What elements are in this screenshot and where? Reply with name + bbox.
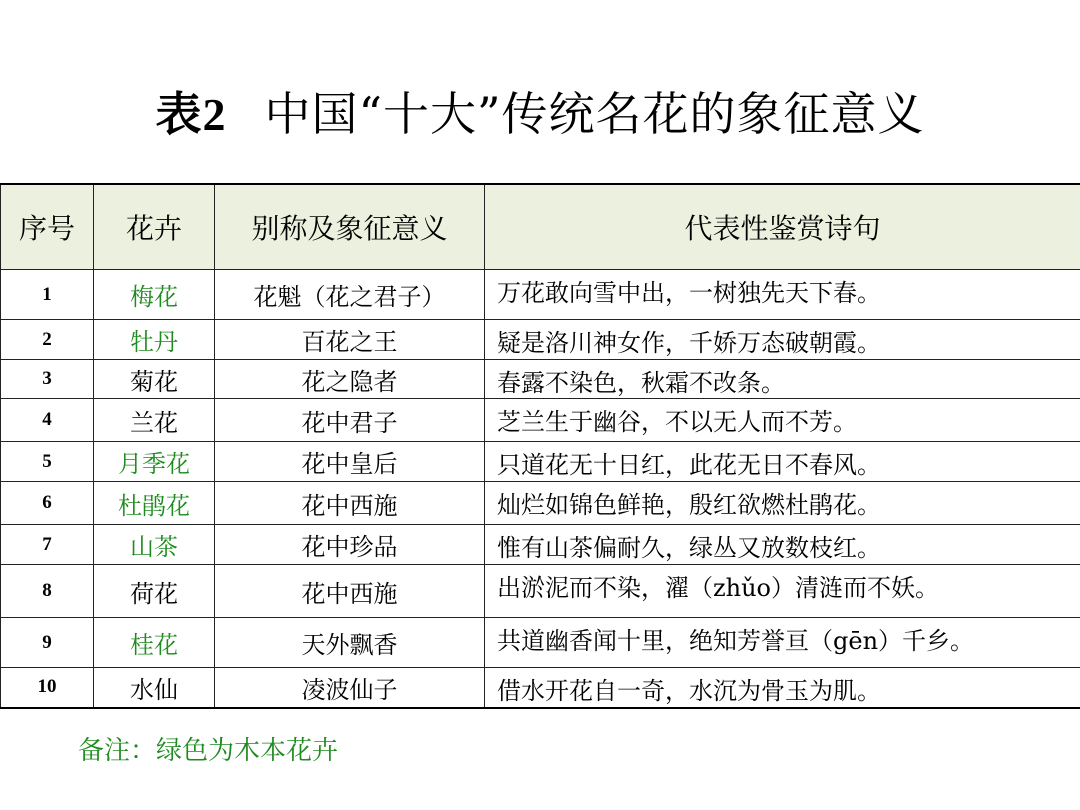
flower-poem: 出淤泥而不染，濯（zhǔo）清涟而不妖。 xyxy=(485,565,1080,618)
header-index: 序号 xyxy=(1,184,94,270)
row-index: 8 xyxy=(1,565,94,618)
row-index: 10 xyxy=(1,668,94,708)
table-row xyxy=(1,618,1080,668)
flower-poem: 惟有山茶偏耐久，绿丛又放数枝红。 xyxy=(485,525,1080,565)
flower-name: 水仙 xyxy=(94,668,215,708)
table-header-row xyxy=(1,184,1080,270)
table-row xyxy=(1,399,1080,442)
flower-poem: 只道花无十日红，此花无日不春风。 xyxy=(485,442,1080,482)
flower-name: 山茶 xyxy=(94,525,215,565)
flower-name: 荷花 xyxy=(94,565,215,618)
flower-poem: 共道幽香闻十里，绝知芳誉亘（gēn）千乡。 xyxy=(485,618,1080,668)
table-number: 表2 xyxy=(155,89,227,140)
flower-meaning: 花之隐者 xyxy=(215,360,485,399)
flower-name: 兰花 xyxy=(94,399,215,442)
flower-meaning: 花中君子 xyxy=(215,399,485,442)
flower-meaning: 凌波仙子 xyxy=(215,668,485,708)
row-index: 1 xyxy=(1,270,94,320)
flower-meaning: 百花之王 xyxy=(215,320,485,360)
flower-meaning: 花中西施 xyxy=(215,565,485,618)
flower-name: 菊花 xyxy=(94,360,215,399)
flower-poem: 万花敢向雪中出，一树独先天下春。 xyxy=(485,270,1080,320)
flower-table xyxy=(0,183,1080,709)
header-poem: 代表性鉴赏诗句 xyxy=(485,184,1080,270)
flower-meaning: 花中珍品 xyxy=(215,525,485,565)
flower-poem: 芝兰生于幽谷，不以无人而不芳。 xyxy=(485,399,1080,442)
table-row xyxy=(1,668,1080,708)
row-index: 2 xyxy=(1,320,94,360)
table-title-text: 中国“十大”传统名花的象征意义 xyxy=(264,87,925,141)
flower-poem: 疑是洛川神女作，千娇万态破朝霞。 xyxy=(485,320,1080,360)
flower-poem: 春露不染色，秋霜不改条。 xyxy=(485,360,1080,399)
row-index: 7 xyxy=(1,525,94,565)
flower-poem: 借水开花自一奇，水沉为骨玉为肌。 xyxy=(485,668,1080,708)
row-index: 9 xyxy=(1,618,94,668)
page-title xyxy=(0,78,1080,144)
table-row xyxy=(1,360,1080,399)
flower-meaning: 花中西施 xyxy=(215,482,485,525)
row-index: 4 xyxy=(1,399,94,442)
flower-meaning: 花魁（花之君子） xyxy=(215,270,485,320)
flower-poem: 灿烂如锦色鲜艳，殷红欲燃杜鹃花。 xyxy=(485,482,1080,525)
flower-name: 桂花 xyxy=(94,618,215,668)
table-row xyxy=(1,525,1080,565)
row-index: 5 xyxy=(1,442,94,482)
footnote: 备注：绿色为木本花卉 xyxy=(78,736,339,766)
table-row xyxy=(1,270,1080,320)
flower-name: 牡丹 xyxy=(94,320,215,360)
table-row xyxy=(1,442,1080,482)
flower-meaning: 天外飘香 xyxy=(215,618,485,668)
table-row xyxy=(1,565,1080,618)
table-row xyxy=(1,482,1080,525)
table-row xyxy=(1,320,1080,360)
flower-name: 梅花 xyxy=(94,270,215,320)
flower-name: 月季花 xyxy=(94,442,215,482)
header-flower: 花卉 xyxy=(94,184,215,270)
flower-meaning: 花中皇后 xyxy=(215,442,485,482)
header-meaning: 别称及象征意义 xyxy=(215,184,485,270)
row-index: 6 xyxy=(1,482,94,525)
flower-name: 杜鹃花 xyxy=(94,482,215,525)
row-index: 3 xyxy=(1,360,94,399)
